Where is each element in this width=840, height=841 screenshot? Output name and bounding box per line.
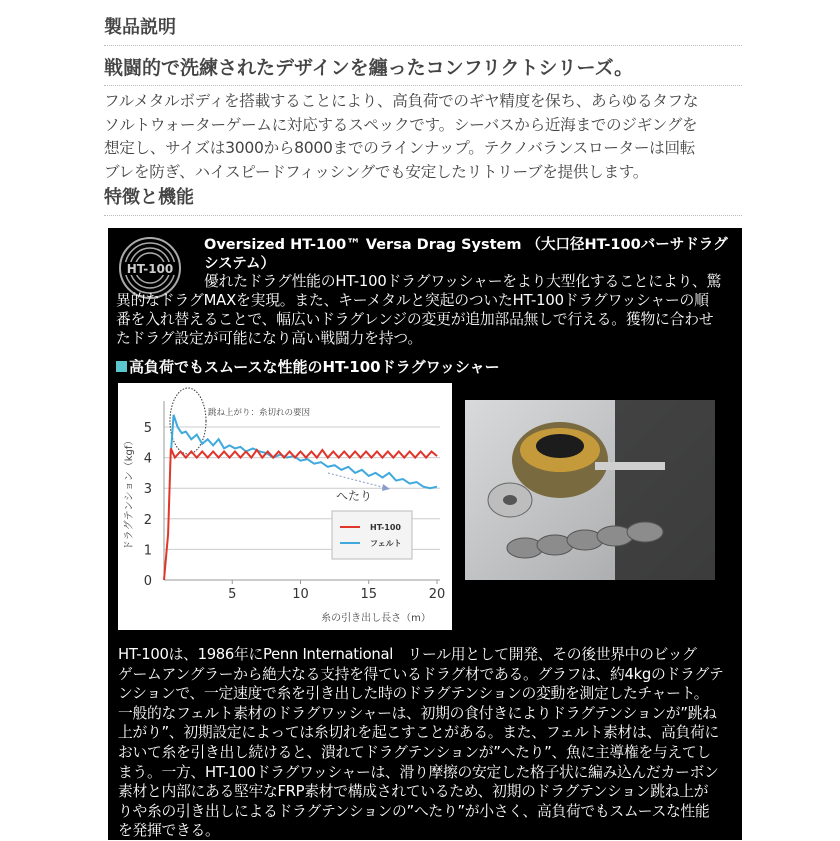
y-tick-label: 3 <box>143 482 152 498</box>
square-bullet-icon <box>116 361 127 372</box>
description-line: 一般的なフェルト素材のドラグワッシャーは、初期の食付きによりドラグテンションが”跳ね <box>118 704 717 722</box>
description-line: HT-100は、1986年にPenn International リール用として開発、その後世界中のビッグ <box>118 646 697 663</box>
arrow-head-icon <box>382 484 390 491</box>
drag-washer-photo <box>465 400 715 580</box>
description-line: ンションで、一定速度で糸を引き出した時のドラグテンションの変動を測定したチャート。 <box>118 685 709 703</box>
intro-line: ブレを防ぎ、ハイスピードフィッシングでも安定したリトリーブを提供します。 <box>104 162 649 181</box>
intro-text <box>104 90 744 184</box>
x-tick-label: 15 <box>360 587 378 602</box>
y-tick-label: 1 <box>143 543 152 559</box>
y-tick-label: 5 <box>143 421 152 436</box>
annotation-sag: へたり <box>336 489 373 503</box>
drag-tension-chart <box>118 383 452 630</box>
feature-line: たドラグ設定が可能になり高い戦闘力を持つ。 <box>116 330 422 347</box>
x-tick-label: 5 <box>228 587 237 602</box>
feature-body <box>116 272 736 348</box>
subheading <box>116 358 500 376</box>
description-line: おいて糸を引き出し続けると、潰れてドラグテンションが”へたり”、魚に主導権を与えてし <box>118 743 711 761</box>
intro-line: ソルトウォーターゲームに対応するスペックです。シーバスから近海までのジギングを <box>104 115 698 134</box>
annotation-spike: 跳ね上がり：糸切れの要因 <box>208 408 311 418</box>
subheading-text: 高負荷でもスムースな性能のHT-100ドラグワッシャー <box>129 358 500 376</box>
svg-text:HT-100: HT-100 <box>126 262 174 276</box>
feature-line: 異的なドラグMAXを実現。また、キーメタルと突起のついたHT-100ドラグワッシャーの順 <box>116 292 709 309</box>
feature-line: 優れたドラグ性能のHT-100ドラグワッシャーをより大型化することにより、驚 <box>204 273 722 290</box>
x-axis-label: 糸の引き出し長さ（m） <box>321 613 431 624</box>
y-axis-label: ドラグテンション（kgf） <box>124 435 135 551</box>
section-heading-product-description: 製品説明 <box>104 14 742 46</box>
description-line: を発揮できる。 <box>118 822 220 840</box>
feature-title: Oversized HT-100™ Versa Drag System （大口径HT-100バーサドラグシステム） <box>204 237 728 272</box>
legend-label-ht100: HT-100 <box>370 523 401 532</box>
y-tick-label: 0 <box>143 574 152 589</box>
catch-copy-heading: 戦闘的で洗練されたデザインを纏ったコンフリクトシリーズ。 <box>104 52 742 86</box>
series-line-felt <box>171 415 437 488</box>
chart-legend <box>332 511 412 559</box>
feature-panel <box>108 228 742 840</box>
intro-line: 想定し、サイズは3000から8000までのラインナップ。テクノバランスローターは回転 <box>104 139 696 157</box>
description-line: 上がり”、初期設定によっては糸切れを起こすことがある。また、フェルト素材は、高負荷に <box>118 724 720 742</box>
chart-svg <box>118 383 452 630</box>
feature-line: 番を入れ替えることで、幅広いドラグレンジの変更が追加部品無しで行える。獲物に合わせ <box>116 311 714 328</box>
y-tick-label: 2 <box>143 512 152 528</box>
section-heading-features: 特徴と機能 <box>104 184 742 216</box>
intro-line: フルメタルボディを搭載することにより、高負荷でのギヤ精度を保ち、あらゆるタフな <box>104 92 699 110</box>
x-tick-label: 20 <box>428 587 446 602</box>
description-line: まう。一方、HT-100ドラグワッシャーは、滑り摩擦の安定した格子状に編み込んだカーボン <box>118 763 719 781</box>
ht100-description <box>118 645 738 841</box>
description-line: 素材と内部にある堅牢なFRP素材で構成されているため、初期のドラグテンション跳ね上が <box>118 783 709 801</box>
x-tick-label: 10 <box>292 587 309 602</box>
description-line: ゲームアングラーから絶大なる支持を得ているドラグ材である。グラフは、約4kgのドラグテ <box>118 665 724 683</box>
legend-label-felt: フェルト <box>370 539 402 548</box>
y-tick-label: 4 <box>143 451 152 467</box>
description-line: りや糸の引き出しによるドラグテンションの”へたり”が小さく、高負荷でもスムースな性能 <box>118 802 710 820</box>
